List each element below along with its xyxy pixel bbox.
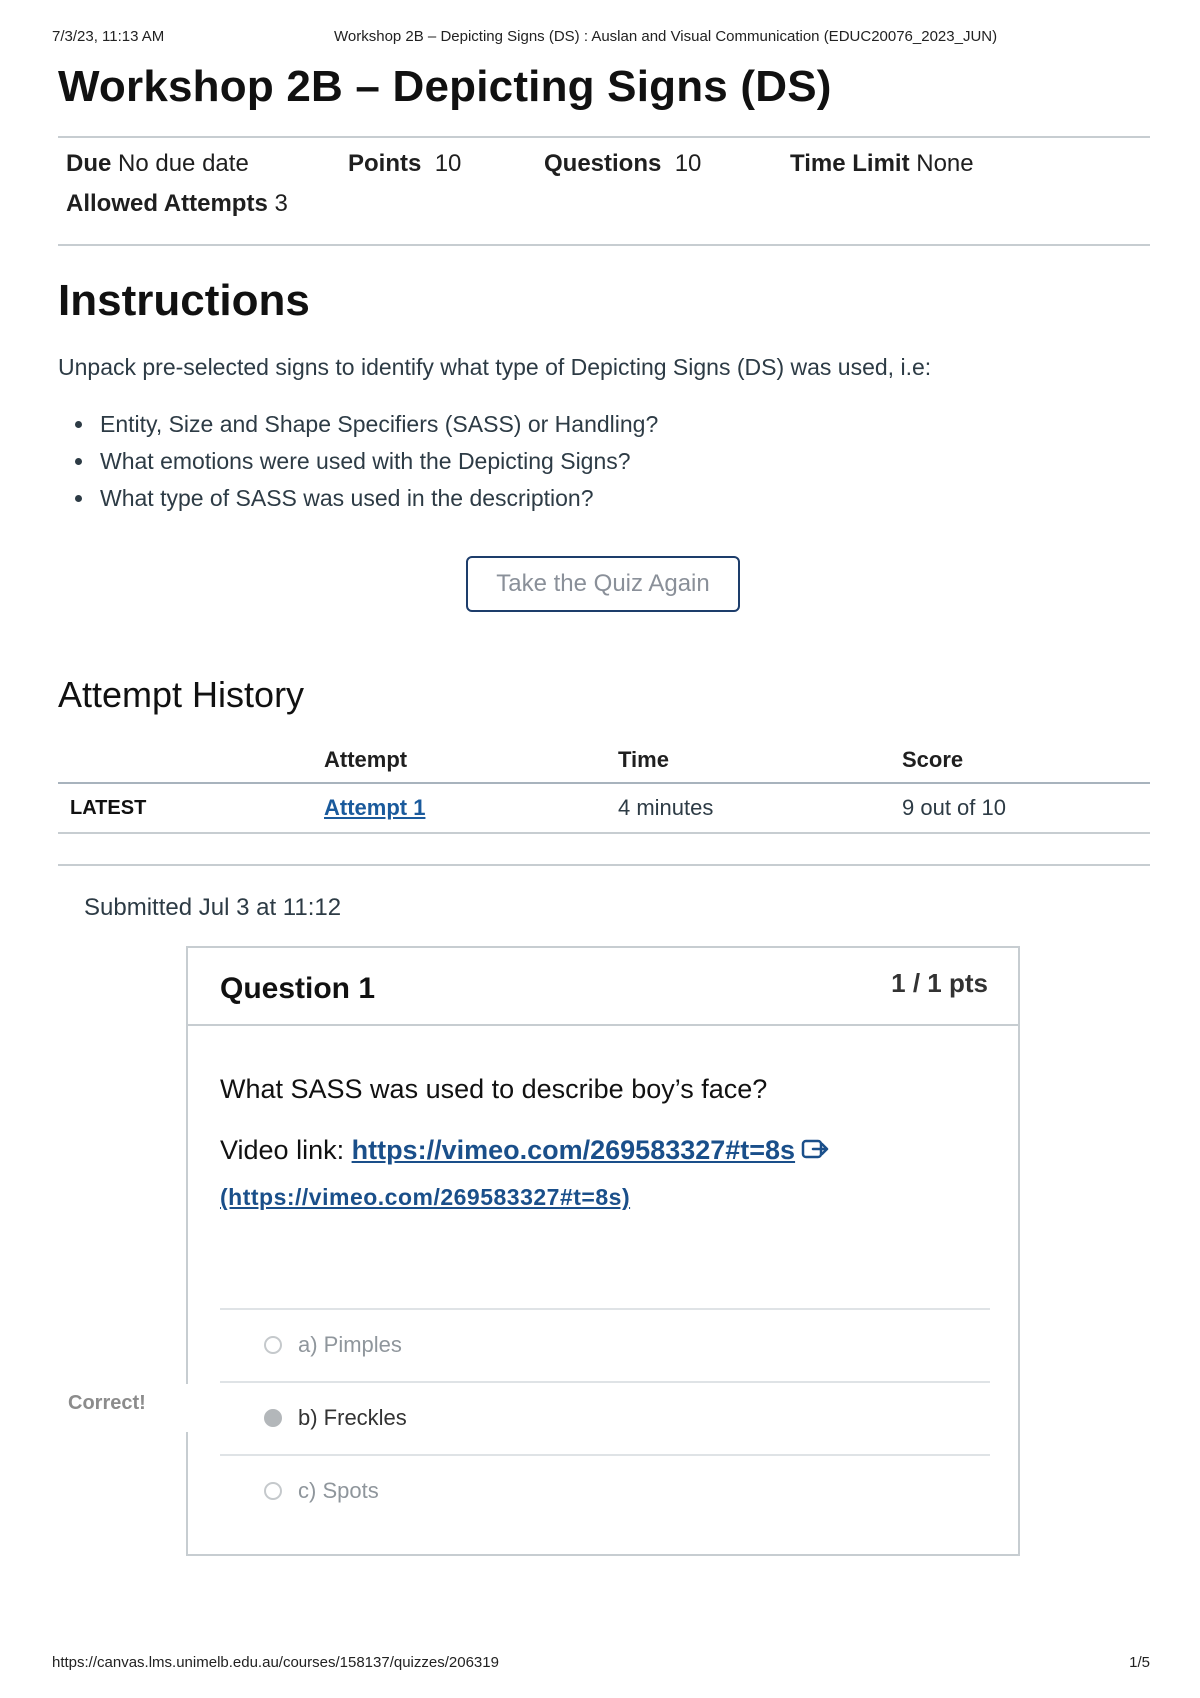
divider bbox=[220, 1454, 990, 1456]
print-doc-title: Workshop 2B – Depicting Signs (DS) : Auslan and Visual Communication (EDUC20076_2023_JUN) bbox=[334, 28, 998, 45]
column-header bbox=[58, 738, 312, 783]
attempt-time: 4 minutes bbox=[606, 783, 890, 833]
take-quiz-again-button[interactable]: Take the Quiz Again bbox=[466, 556, 740, 612]
instructions-intro: Unpack pre-selected signs to identify what type of Depicting Signs (DS) was used, i.e: bbox=[58, 354, 932, 380]
question-header bbox=[188, 948, 1018, 1026]
latest-label: LATEST bbox=[58, 783, 312, 833]
answer-option-c[interactable]: c) Spots bbox=[264, 1478, 379, 1504]
video-link-text bbox=[220, 1184, 630, 1211]
question-text: What SASS was used to describe boy’s face? bbox=[220, 1074, 768, 1104]
correct-answer-flag: Correct! bbox=[68, 1392, 146, 1414]
questions-field: Questions 10 bbox=[544, 150, 702, 177]
external-link-icon[interactable] bbox=[801, 1136, 831, 1167]
attempt-link[interactable]: Attempt 1 bbox=[324, 795, 426, 820]
divider bbox=[220, 1381, 990, 1383]
divider bbox=[58, 244, 1150, 246]
allowed-attempts-field: Allowed Attempts 3 bbox=[66, 190, 288, 217]
print-page-number: 1/5 bbox=[1129, 1654, 1150, 1671]
question-title: Question 1 bbox=[220, 972, 376, 1005]
attempt-history-table bbox=[58, 738, 1150, 834]
video-link-line: Video link: https://vimeo.com/269583327#t=8s bbox=[220, 1135, 831, 1167]
submitted-timestamp: Submitted Jul 3 at 11:12 bbox=[84, 894, 342, 921]
list-item: • What type of SASS was used in the description? bbox=[96, 480, 658, 517]
points-field: Points 10 bbox=[348, 150, 462, 177]
radio-checked-icon[interactable] bbox=[264, 1409, 282, 1427]
correct-flag-overlay bbox=[172, 1384, 190, 1432]
page-title: Workshop 2B – Depicting Signs (DS) bbox=[58, 62, 832, 111]
list-item: • Entity, Size and Shape Specifiers (SASS) or Handling? bbox=[96, 406, 658, 443]
divider bbox=[220, 1308, 990, 1310]
column-header: Attempt bbox=[312, 738, 606, 783]
answer-option-b[interactable]: b) Freckles bbox=[264, 1405, 407, 1431]
print-footer-url: https://canvas.lms.unimelb.edu.au/courses/158137/quizzes/206319 bbox=[52, 1654, 499, 1671]
video-link-secondary[interactable]: (https://vimeo.com/269583327#t=8s) bbox=[220, 1184, 631, 1210]
due-field: Due No due date bbox=[66, 150, 249, 177]
list-item: • What emotions were used with the Depicting Signs? bbox=[96, 443, 658, 480]
column-header: Time bbox=[606, 738, 890, 783]
attempt-score: 9 out of 10 bbox=[890, 783, 1150, 833]
radio-icon[interactable] bbox=[264, 1336, 282, 1354]
time-limit-field: Time Limit None bbox=[790, 150, 974, 177]
divider bbox=[58, 864, 1150, 866]
video-link[interactable]: https://vimeo.com/269583327#t=8s bbox=[351, 1135, 796, 1165]
radio-icon[interactable] bbox=[264, 1482, 282, 1500]
divider bbox=[58, 136, 1150, 138]
table-row bbox=[58, 783, 1150, 833]
instructions-list bbox=[70, 406, 658, 517]
answer-option-a[interactable]: a) Pimples bbox=[264, 1332, 402, 1358]
question-points: 1 / 1 pts bbox=[891, 968, 988, 998]
print-header bbox=[52, 28, 1148, 48]
attempt-history-heading: Attempt History bbox=[58, 674, 305, 715]
column-header: Score bbox=[890, 738, 1150, 783]
question-card bbox=[186, 946, 1020, 1556]
print-datetime: 7/3/23, 11:13 AM bbox=[52, 28, 165, 45]
instructions-heading: Instructions bbox=[58, 276, 310, 325]
